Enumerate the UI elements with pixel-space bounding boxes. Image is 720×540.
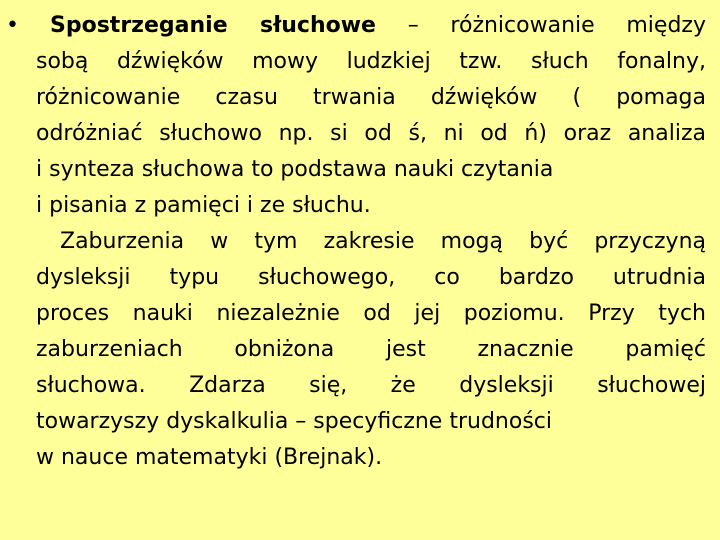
- bullet-marker: •: [6, 13, 19, 38]
- paragraph-2-line-1: Zaburzenia w tym zakresie mogą być przyczyną: [60, 229, 706, 254]
- paragraph-2-line-6: towarzyszy dyskalkulia – specyficzne trudności: [36, 409, 552, 434]
- paragraph-1-line-4: odróżniać słuchowo np. si od ś, ni od ń) oraz analiza: [36, 121, 706, 146]
- paragraph-1-line-1: [36, 8, 706, 44]
- bold-term: Spostrzeganie słuchowe: [50, 13, 376, 38]
- paragraph-2-line-2: dysleksji typu słuchowego, co bardzo utrudnia: [36, 265, 706, 290]
- bullet-text-block: [36, 8, 706, 476]
- paragraph-1-line-1-rest: – różnicowanie między: [375, 13, 706, 38]
- paragraph-1-line-6: i pisania z pamięci i ze słuchu.: [36, 193, 371, 218]
- paragraph-1-line-3: różnicowanie czasu trwania dźwięków ( pomaga: [36, 85, 706, 110]
- paragraph-1-line-5: i synteza słuchowa to podstawa nauki czytania: [36, 157, 554, 182]
- paragraph-2-line-5: słuchowa. Zdarza się, że dysleksji słuchowej: [36, 373, 706, 398]
- paragraph-2-line-3: proces nauki niezależnie od jej poziomu. Przy tych: [36, 301, 706, 326]
- paragraph-2-line-7: w nauce matematyki (Brejnak).: [36, 445, 383, 470]
- paragraph-1-line-2: sobą dźwięków mowy ludzkiej tzw. słuch fonalny,: [36, 49, 706, 74]
- paragraph-2-line-4: zaburzeniach obniżona jest znacznie pamięć: [36, 337, 706, 362]
